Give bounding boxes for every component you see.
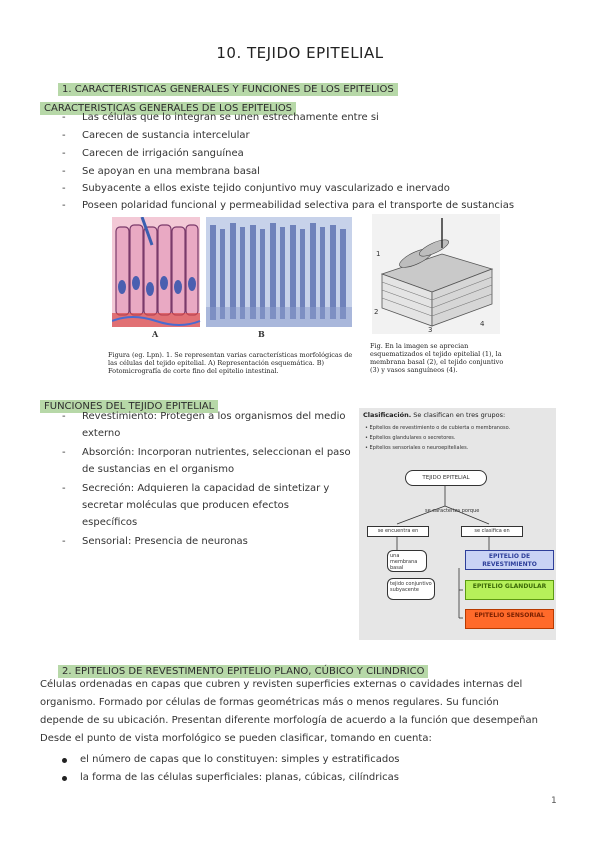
page-number: 1	[551, 796, 557, 806]
diagram-connectors	[359, 408, 556, 640]
figure-label-b: B	[258, 329, 265, 339]
svg-text:4: 4	[480, 320, 485, 328]
tissue-illustration	[372, 214, 500, 334]
list-item: - Subyacente a ellos existe tejido conjuntivo muy vascularizado e inervado	[62, 183, 450, 194]
list-item: - Revestimiento: Protegen a los organismos del medio externo	[62, 411, 346, 439]
figure-label-a: A	[152, 329, 159, 339]
classification-diagram	[359, 408, 556, 640]
list-item: - Carecen de irrigación sanguínea	[62, 148, 244, 159]
svg-text:3: 3	[428, 326, 433, 334]
diagram-heading: Clasificación. Se clasifican en tres grupos:	[363, 411, 506, 419]
diagram-type-glandular: EPITELIO GLANDULAR	[465, 580, 554, 600]
paragraph-line: Desde el punto de vista morfológico se pueden clasificar, tomando en cuenta:	[40, 733, 432, 744]
sub-heading-functions: FUNCIONES DEL TEJIDO EPITELIAL	[40, 394, 218, 413]
list-item: - Absorción: Incorporan nutrientes, seleccionan el paso de sustancias en el organismo	[62, 447, 351, 475]
list-item: - Las células que lo integran se unen estrechamente entre si	[62, 112, 379, 123]
bullet-dot	[62, 776, 67, 781]
diagram-bullet: • Epitelios sensoriales o neuroepiteliales.	[365, 445, 469, 451]
diagram-root-node: TEJIDO EPITELIAL	[405, 470, 487, 486]
diagram-bullet: • Epitelios de revestimiento o de cubierta o membranoso.	[365, 425, 511, 431]
list-item: - Secreción: Adquieren la capacidad de sintetizar y secretar moléculas que producen efectos específicos	[62, 483, 330, 528]
svg-text:2: 2	[374, 308, 379, 316]
diagram-node-conjuntivo: tejido conjuntivo subyacente	[387, 578, 435, 600]
sub-heading-characteristics: CARACTERISTICAS GENERALES DE LOS EPITELIOS	[40, 96, 296, 115]
diagram-node-membrana: una membrana basal	[387, 550, 427, 572]
diagram-right-branch: se clasifica en	[461, 526, 523, 537]
figure-caption-1: Figura (eg. Lpn). 1. Se representan varias características morfológicas de las células del tejido epitelial. A) Representación esquemática. B) Fotomicrografía de corte fino del epitelio intestinal.	[108, 351, 353, 375]
paragraph-line: depende de su ubicación. Presentan diferente morfología de acuerdo a la función que desempeñan	[40, 715, 538, 726]
figure-caption-2: Fig. En la imagen se aprecian esquematizados el tejido epitelial (1), la membrana basal (2), el tejido conjuntivo (3) y vasos sanguíneos (4).	[370, 342, 504, 374]
list-item: - Se apoyan en una membrana basal	[62, 166, 260, 177]
diagram-bullet: • Epitelios glandulares o secretores.	[365, 435, 456, 441]
diagram-left-branch: se encuentra en	[367, 526, 429, 537]
paragraph-line: Células ordenadas en capas que cubren y revisten superficies externas o cavidades internas del	[40, 679, 523, 690]
list-item: - Carecen de sustancia intercelular	[62, 130, 250, 141]
paragraph-line: organismo. Formado por células de formas geométricas más o menos regulares. Su función	[40, 697, 499, 708]
bullet-dot	[62, 758, 67, 763]
epithelium-illustration	[112, 217, 352, 342]
section-heading-1: 1. CARACTERISTICAS GENERALES Y FUNCIONES DE LOS EPITELIOS	[58, 77, 398, 96]
section-heading-2: 2. EPITELIOS DE REVESTIMENTO EPITELIO PLANO, CÚBICO Y CILINDRICO	[58, 659, 428, 678]
epithelium-figure	[112, 217, 352, 342]
page-title: 10. TEJIDO EPITELIAL	[216, 44, 384, 62]
tissue-figure	[372, 214, 500, 334]
list-item: - Sensorial: Presencia de neuronas	[62, 536, 248, 547]
diagram-connector-label: se caracteriza porque	[425, 508, 480, 514]
diagram-type-revestimiento: EPITELIO DE REVESTIMIENTO	[465, 550, 554, 570]
svg-text:1: 1	[376, 250, 381, 258]
list-item: - Poseen polaridad funcional y permeabilidad selectiva para el transporte de sustancias	[62, 200, 515, 211]
diagram-type-sensorial: EPITELIO SENSORIAL	[465, 609, 554, 629]
